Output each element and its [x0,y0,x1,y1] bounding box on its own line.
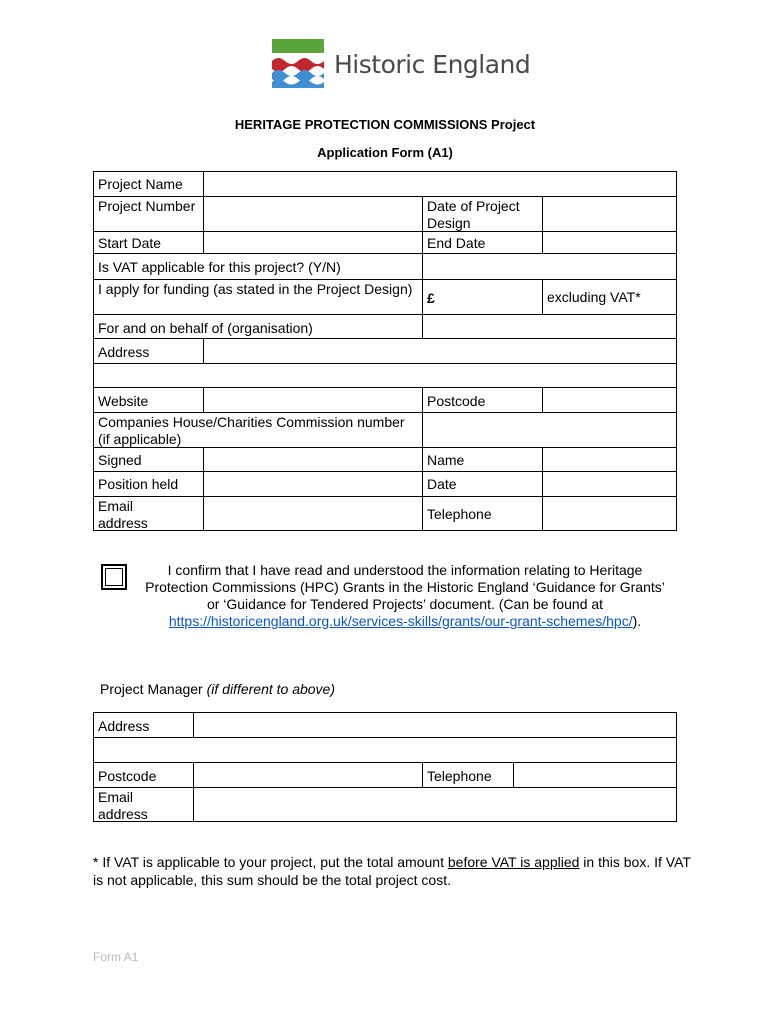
name-field[interactable] [542,447,677,472]
vat-field[interactable] [422,253,677,280]
position-held-field[interactable] [203,471,423,497]
pm-telephone-label: Telephone [422,762,514,788]
pm-address-field[interactable] [193,712,677,738]
form-subtitle: Application Form (A1) [317,145,453,160]
postcode-field[interactable] [542,387,677,413]
pm-postcode-field[interactable] [193,762,423,788]
start-date-label: Start Date [93,231,204,254]
confirm-checkbox[interactable] [101,564,127,590]
project-name-label: Project Name [93,171,204,197]
signed-field[interactable] [203,447,423,472]
footnote-underlined: before VAT is applied [447,854,580,870]
vat-footnote [93,853,693,889]
companies-house-label: Companies House/Charities Commission number (if applicable) [93,412,423,448]
project-manager-heading [100,681,335,698]
email-label [93,496,204,531]
end-date-label: End Date [422,231,543,254]
organisation-field[interactable] [422,314,677,339]
guidance-link[interactable]: https://historicengland.org.uk/services-skills/grants/our-grant-schemes/hpc/ [168,613,633,629]
excluding-vat-label: excluding VAT* [542,279,677,315]
pm-email-label-text: Email address [98,789,148,822]
date-of-project-design-field[interactable] [542,196,677,232]
logo-text: Historic England [334,50,531,79]
end-date-field[interactable] [542,231,677,254]
date-label: Date [422,471,543,497]
pm-email-label [93,787,194,822]
form-title: HERITAGE PROTECTION COMMISSIONS Project [234,117,536,132]
address-line2-field[interactable] [93,363,677,388]
pm-email-field[interactable] [193,787,677,822]
position-held-label: Position held [93,471,204,497]
telephone-label: Telephone [422,496,543,531]
pm-telephone-field[interactable] [513,762,677,788]
funding-amount-field[interactable]: £ [422,279,543,315]
on-behalf-label: For and on behalf of (organisation) [93,314,423,339]
pm-postcode-label: Postcode [93,762,194,788]
pm-address-line2-field[interactable] [93,737,677,763]
project-number-label: Project Number [93,196,204,232]
companies-house-field[interactable] [422,412,677,448]
historic-england-logo-icon [272,39,324,88]
pm-address-label: Address [93,712,194,738]
email-label-text: Email address [98,498,148,531]
email-field[interactable] [203,496,423,531]
funding-label: I apply for funding (as stated in the Project Design) [93,279,423,315]
vat-question-label: Is VAT applicable for this project? (Y/N) [93,253,423,280]
confirmation-text [140,562,670,630]
project-manager-heading-text: Project Manager [100,681,203,697]
footnote-part2: in this box. If VAT is not applicable, this sum should be the total project cost. [93,854,691,888]
form-footer: Form A1 [93,950,139,964]
address-field[interactable] [203,338,677,364]
date-of-project-design-label: Date of Project Design [422,196,543,232]
name-label: Name [422,447,543,472]
confirmation-body: I confirm that I have read and understood the information relating to Heritage Protection Commissions (HPC) Grants in the Historic England ‘Guidance for Grants’ or ‘Guidance for Tendered Projects’ document. (Can be found at [145,562,665,612]
website-label: Website [93,387,204,413]
footnote-part1: * If VAT is applicable to your project, put the total amount [93,854,444,870]
project-number-field[interactable] [203,196,423,232]
postcode-label: Postcode [422,387,543,413]
confirmation-end: ). [632,613,642,629]
project-manager-heading-note: (if different to above) [206,681,336,697]
website-field[interactable] [203,387,423,413]
address-label: Address [93,338,204,364]
telephone-field[interactable] [542,496,677,531]
start-date-field[interactable] [203,231,423,254]
project-name-field[interactable] [203,171,677,197]
signed-label: Signed [93,447,204,472]
date-field[interactable] [542,471,677,497]
